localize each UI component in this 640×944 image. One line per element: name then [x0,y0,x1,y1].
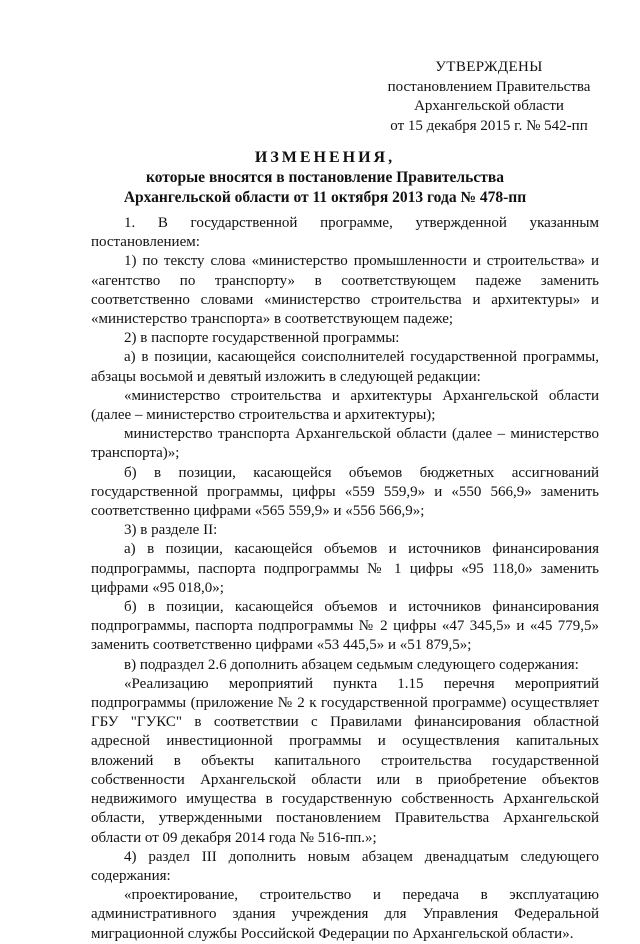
paragraph: «министерство строительства и архитектуры Архангельской области (далее – министерство строительства и архитектуры); [91,387,599,424]
approval-stamp [376,58,602,136]
document-body [91,214,599,944]
paragraph: «Реализацию мероприятий пункта 1.15 перечня мероприятий подпрограммы (приложение № 2 к государственной программе) осуществляет ГБУ "ГУКС" в соответствии с Правилами финансирования областной адресной инвестиционной программы и осуществления капитальных вложений в объекты капитального строительства государственной собственности Архангельской области или в приобретение объектов недвижимого имущества в государственную собственность Архангельской области, утвержденными постановлением Правительства Архангельской области от 09 декабря 2014 года № 516-пп.»; [91,675,599,846]
paragraph: 2) в паспорте государственной программы: [124,330,400,347]
title-main: ИЗМЕНЕНИЯ, [254,149,396,166]
title-line: Архангельской области от 11 октября 2013 года № 478-пп [123,189,527,206]
paragraph: 1. В государственной программе, утвержденной указанным постановлением: [91,215,599,251]
approval-line: постановлением Правительства [387,78,591,95]
paragraph: б) в позиции, касающейся объемов бюджетных ассигнований государственной программы, цифры «559 559,9» и «550 566,9» заменить соответственно цифрами «565 559,9» и «556 566,9»; [91,464,599,520]
title-line: которые вносятся в постановление Правительства [146,169,504,186]
paragraph: б) в позиции, касающейся объемов и источников финансирования подпрограммы, паспорта подпрограммы № 2 цифры «47 345,5» и «45 779,5» заменить соответственно цифрами «53 445,5» и «51 879,5»; [91,599,599,654]
paragraph: 4) раздел III дополнить новым абзацем двенадцатым следующего содержания: [91,848,599,884]
paragraph: 3) в разделе II: [124,522,218,539]
paragraph: а) в позиции, касающейся соисполнителей государственной программы, абзацы восьмой и девятый изложить в следующей редакции: [91,349,599,385]
approval-line: Архангельской области [414,98,564,114]
paragraph: «проектирование, строительство и передача в эксплуатацию административного здания учреждения для Управления Федеральной миграционной службы Российской Федерации по Архангельской области». [91,887,599,942]
approval-line: от 15 декабря 2015 г. № 542-пп [390,117,588,134]
paragraph: а) в позиции, касающейся объемов и источников финансирования подпрограммы, паспорта подпрограммы № 1 цифры «95 118,0» заменить цифрами «95 018,0»; [91,541,599,596]
approval-heading: УТВЕРЖДЕНЫ [435,59,543,75]
paragraph: в) подраздел 2.6 дополнить абзацем седьмым следующего содержания: [124,656,579,673]
paragraph: министерство транспорта Архангельской области (далее – министерство транспорта)»; [91,426,599,462]
document-title [90,148,560,208]
paragraph: 1) по тексту слова «министерство промышленности и строительства» и «агентство по транспорту» в соответствующем падеже заменить соответственно словами «министерство строительства и архитектуры» и «министерство транспорта» в соответствующем падеже; [91,253,599,328]
